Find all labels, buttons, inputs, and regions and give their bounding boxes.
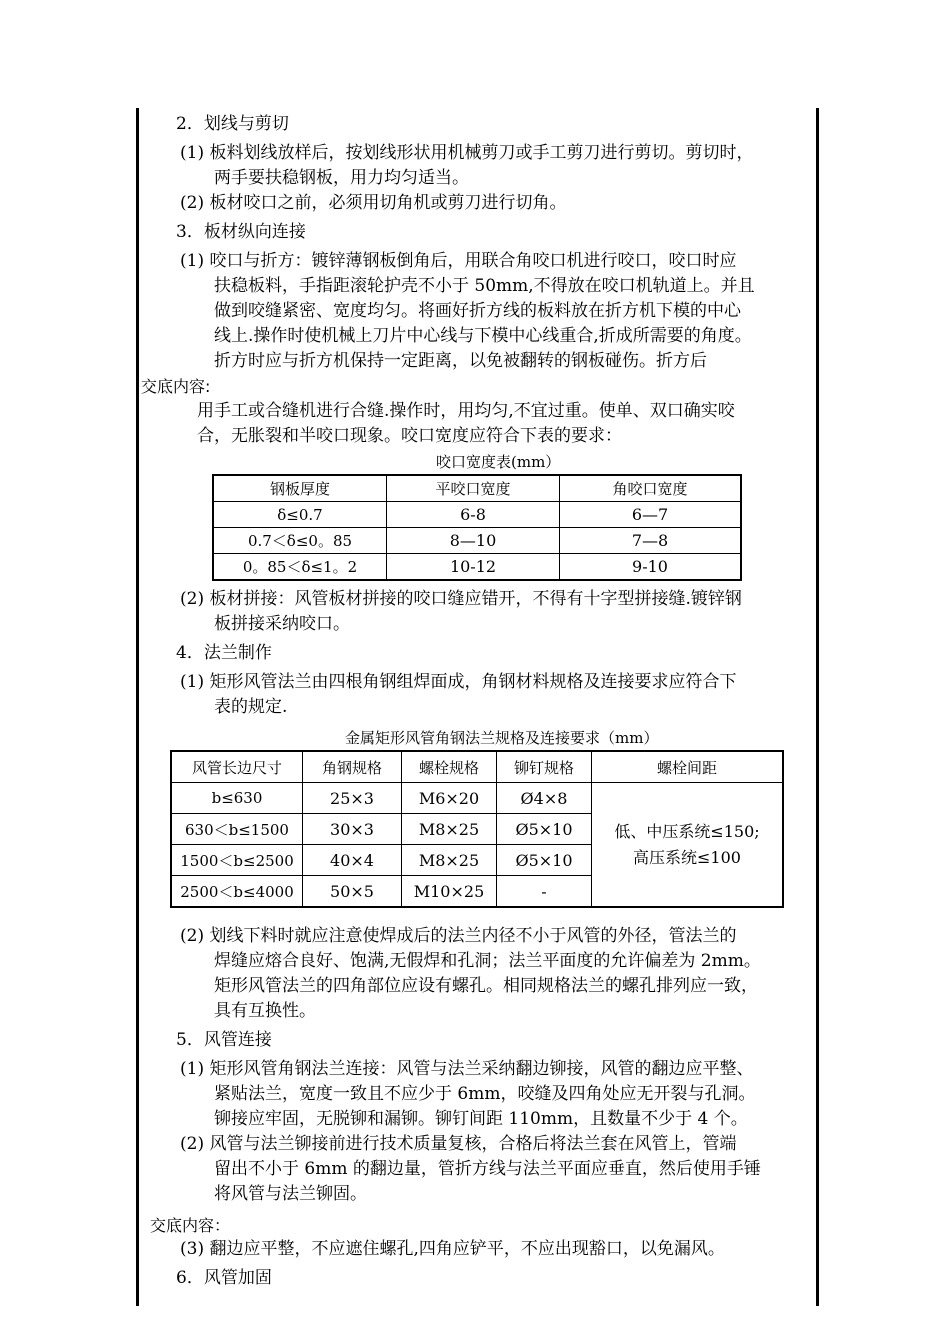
- table-cell: M6×20: [402, 783, 497, 814]
- table-cell: δ≤0.7: [213, 502, 387, 528]
- table-cell: 8—10: [387, 528, 560, 554]
- section-5-para-2-line-2: 留出不小于 6mm 的翻边量，管折方线与法兰平面应垂直，然后使用手锤: [214, 1159, 761, 1179]
- section-3-para-1-line-1: (1) 咬口与折方：镀锌薄钢板倒角后，用联合角咬口机进行咬口，咬口时应: [180, 251, 737, 271]
- table-cell: 630＜b≤1500: [171, 814, 303, 845]
- section-3-para-1-line-7: 合，无胀裂和半咬口现象。咬口宽度应符合下表的要求：: [197, 426, 622, 446]
- header-cell: 平咬口宽度: [387, 475, 560, 502]
- table-cell: Ø4×8: [497, 783, 592, 814]
- header-cell: 铆钉规格: [497, 751, 592, 783]
- section-5-title: 5．风管连接: [176, 1030, 272, 1050]
- section-4-title: 4．法兰制作: [176, 643, 272, 663]
- table-cell: 7—8: [560, 528, 742, 554]
- table-row: [213, 528, 741, 554]
- table-row: [213, 502, 741, 528]
- section-5-para-1-line-3: 铆接应牢固，无脱铆和漏铆。铆钉间距 110mm，且数量不少于 4 个。: [214, 1109, 748, 1129]
- section-6-title: 6．风管加固: [176, 1268, 272, 1288]
- disclosure-label-2: 交底内容：: [150, 1216, 231, 1235]
- section-3-para-2-line-1: (2) 板材拼接：风管板材拼接的咬口缝应错开，不得有十字型拼接缝.镀锌钢: [180, 589, 742, 609]
- table-cell: 25×3: [303, 783, 402, 814]
- table-header-row: [171, 751, 783, 783]
- table-cell: 6-8: [387, 502, 560, 528]
- section-5-para-1-line-1: (1) 矩形风管角钢法兰连接：风管与法兰采纳翻边铆接，风管的翻边应平整、: [180, 1059, 754, 1079]
- section-3-para-2-line-2: 板拼接采纳咬口。: [214, 614, 350, 634]
- header-cell: 风管长边尺寸: [171, 751, 303, 783]
- table-cell: 10-12: [387, 554, 560, 581]
- table-cell: Ø5×10: [497, 845, 592, 876]
- header-cell: 角咬口宽度: [560, 475, 742, 502]
- table-header-row: [213, 475, 741, 502]
- table-cell: 1500＜b≤2500: [171, 845, 303, 876]
- table-2-caption: 金属矩形风管角钢法兰规格及连接要求（mm）: [345, 729, 659, 747]
- table-cell: 30×3: [303, 814, 402, 845]
- section-4-para-1-line-2: 表的规定.: [214, 697, 288, 717]
- table-cell: 9-10: [560, 554, 742, 581]
- disclosure-label-1: 交底内容:: [141, 377, 211, 396]
- header-cell: 螺栓间距: [592, 751, 784, 783]
- section-5-para-2-line-3: 将风管与法兰铆固。: [214, 1184, 367, 1204]
- table-cell: 0。85＜δ≤1。2: [213, 554, 387, 581]
- section-3-para-1-line-5: 折方时应与折方机保持一定距离，以免被翻转的钢板碰伤。折方后: [214, 351, 707, 371]
- bolt-spacing-low-medium: 低、中压系统≤150;: [614, 821, 760, 841]
- section-3-para-1-line-3: 做到咬缝紧密、宽度均匀。将画好折方线的板料放在折方机下模的中心: [214, 301, 741, 321]
- table-cell: 6—7: [560, 502, 742, 528]
- frame-left-border: [136, 108, 139, 1306]
- header-cell: 角钢规格: [303, 751, 402, 783]
- table-cell: M8×25: [402, 845, 497, 876]
- section-2-para-1-line-2: 两手要扶稳钢板，用力均匀适当。: [214, 168, 469, 188]
- section-2-title: 2．划线与剪切: [176, 114, 289, 134]
- table-cell: 40×4: [303, 845, 402, 876]
- section-3-para-1-line-2: 扶稳板料，手指距滚轮护壳不小于 50mm,不得放在咬口机轨道上。并且: [214, 276, 755, 296]
- table-cell: M10×25: [402, 876, 497, 908]
- bolt-spacing-high: 高压系统≤100: [633, 847, 741, 867]
- section-5-para-3: (3) 翻边应平整，不应遮住螺孔,四角应铲平，不应出现豁口，以免漏风。: [180, 1239, 725, 1259]
- header-cell: 钢板厚度: [213, 475, 387, 502]
- table-cell: 0.7＜δ≤0。85: [213, 528, 387, 554]
- table-cell: 2500＜b≤4000: [171, 876, 303, 908]
- bolt-spacing-cell: [592, 783, 784, 908]
- section-2-para-2: (2) 板材咬口之前，必须用切角机或剪刀进行切角。: [180, 193, 567, 213]
- section-4-para-2-line-3: 矩形风管法兰的四角部位应设有螺孔。相同规格法兰的螺孔排列应一致，: [214, 976, 758, 996]
- section-3-para-1-line-4: 线上.操作时使机械上刀片中心线与下模中心线重合,折成所需要的角度。: [214, 326, 752, 346]
- table-cell: -: [497, 876, 592, 908]
- table-cell: b≤630: [171, 783, 303, 814]
- table-row: [171, 783, 783, 814]
- table-1-caption: 咬口宽度表(mm）: [436, 453, 561, 471]
- section-4-para-2-line-2: 焊缝应熔合良好、饱满,无假焊和孔洞；法兰平面度的允许偏差为 2mm。: [214, 951, 761, 971]
- section-4-para-2-line-4: 具有互换性。: [214, 1001, 316, 1021]
- section-3-title: 3．板材纵向连接: [176, 222, 306, 242]
- section-4-para-2-line-1: (2) 划线下料时就应注意使焊成后的法兰内径不小于风管的外径，管法兰的: [180, 926, 737, 946]
- table-cell: Ø5×10: [497, 814, 592, 845]
- section-5-para-1-line-2: 紧贴法兰，宽度一致且不应少于 6mm，咬缝及四角处应无开裂与孔洞。: [214, 1084, 756, 1104]
- section-2-para-1-line-1: (1) 板料划线放样后，按划线形状用机械剪刀或手工剪刀进行剪切。剪切时，: [180, 143, 754, 163]
- table-row: [213, 554, 741, 581]
- seam-width-table: [212, 474, 742, 581]
- section-4-para-1-line-1: (1) 矩形风管法兰由四根角钢组焊面成，角钢材料规格及连接要求应符合下: [180, 672, 737, 692]
- section-5-para-2-line-1: (2) 风管与法兰铆接前进行技术质量复核，合格后将法兰套在风管上，管端: [180, 1134, 737, 1154]
- flange-spec-table: [170, 750, 784, 908]
- table-cell: 50×5: [303, 876, 402, 908]
- table-cell: M8×25: [402, 814, 497, 845]
- section-3-para-1-line-6: 用手工或合缝机进行合缝.操作时，用均匀,不宜过重。使单、双口确实咬: [197, 401, 735, 421]
- frame-right-border: [816, 108, 819, 1306]
- header-cell: 螺栓规格: [402, 751, 497, 783]
